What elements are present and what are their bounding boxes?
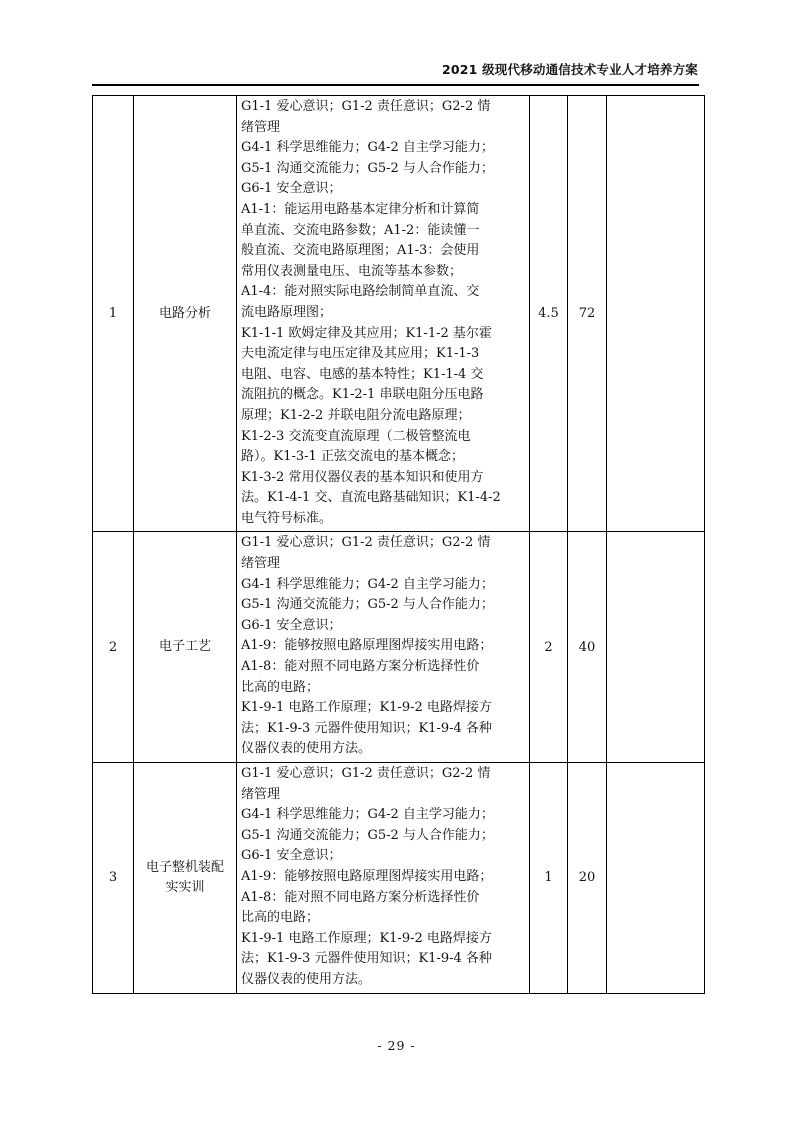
objective-line: G5-1 沟通交流能力；G5-2 与人合作能力； — [241, 597, 494, 613]
objective-line: A1-4：能对照实际电路绘制简单直流、交 — [241, 284, 480, 300]
objective-line: K1-9-1 电路工作原理；K1-9-2 电路焊接方 — [241, 700, 492, 716]
objective-line: 比高的电路； — [241, 679, 320, 695]
objective-line: 单直流、交流电路参数；A1-2：能读懂一 — [241, 222, 480, 238]
course-name-line: 电子整机装配 — [145, 859, 224, 875]
row-index: 3 — [93, 763, 134, 994]
objective-line: 流电路原理图； — [241, 304, 333, 320]
table-row — [93, 763, 705, 994]
objective-line: 流阻抗的概念。K1-2-1 串联电阻分压电路 — [241, 387, 484, 403]
objective-line: 常用仪表测量电压、电流等基本参数； — [241, 263, 463, 279]
objective-line: K1-9-1 电路工作原理；K1-9-2 电路焊接方 — [241, 930, 492, 946]
objective-line: 法；K1-9-3 元器件使用知识；K1-9-4 各种 — [241, 720, 492, 736]
row-index: 2 — [93, 532, 134, 763]
course-objectives-cell — [237, 532, 530, 763]
objective-line: G5-1 沟通交流能力；G5-2 与人合作能力； — [241, 827, 494, 843]
objective-line: G1-1 爱心意识；G1-2 责任意识；G2-2 情 — [241, 766, 491, 781]
row-index: 1 — [93, 96, 134, 532]
objective-line: G4-1 科学思维能力；G4-2 自主学习能力； — [241, 140, 494, 156]
objective-line: 电气符号标准。 — [241, 510, 333, 526]
objective-line: 路）。K1-3-1 正弦交流电的基本概念； — [241, 449, 464, 465]
objective-line: A1-8：能对照不同电路方案分析选择性价 — [241, 659, 480, 675]
header-title: 2021 级现代移动通信技术专业人才培养方案 — [441, 62, 698, 77]
objective-line: A1-8：能对照不同电路方案分析选择性价 — [241, 889, 480, 905]
objective-line: G4-1 科学思维能力；G4-2 自主学习能力； — [241, 807, 494, 823]
remark-cell — [607, 532, 705, 763]
objective-line: 绪管理 — [241, 556, 281, 572]
course-table — [92, 95, 705, 994]
objective-line: A1-9：能够按照电路原理图焊接实用电路； — [241, 638, 493, 654]
hours-cell: 72 — [568, 96, 607, 532]
objective-line: G1-1 爱心意识；G1-2 责任意识；G2-2 情 — [241, 535, 491, 551]
credits-cell: 2 — [530, 532, 568, 763]
objective-line: 仪器仪表的使用方法。 — [241, 741, 372, 757]
objective-line: G6-1 安全意识； — [241, 617, 342, 633]
credits-cell: 1 — [530, 763, 568, 994]
credits-cell: 4.5 — [530, 96, 568, 532]
objective-line: G4-1 科学思维能力；G4-2 自主学习能力； — [241, 576, 494, 592]
hours-cell: 20 — [568, 763, 607, 994]
objective-line: 夫电流定律与电压定律及其应用；K1-1-3 — [241, 346, 480, 362]
table-row — [93, 532, 705, 763]
objective-line: 法。K1-4-1 交、直流电路基础知识；K1-4-2 — [241, 490, 501, 506]
objective-line: 绪管理 — [241, 786, 281, 802]
objective-line: K1-1-1 欧姆定律及其应用；K1-1-2 基尔霍 — [241, 325, 492, 341]
objective-line: 比高的电路； — [241, 910, 320, 926]
course-name: 电子工艺 — [158, 639, 211, 655]
course-objectives-cell — [237, 96, 530, 532]
hours-cell: 40 — [568, 532, 607, 763]
objective-line: G5-1 沟通交流能力；G5-2 与人合作能力； — [241, 160, 494, 176]
table-row — [93, 96, 705, 532]
objective-line: 仪器仪表的使用方法。 — [241, 971, 372, 987]
objective-line: 原理；K1-2-2 并联电阻分流电路原理； — [241, 407, 471, 423]
objective-line: K1-3-2 常用仪器仪表的基本知识和使用方 — [241, 469, 484, 485]
objective-line: K1-2-3 交流变直流原理（二极管整流电 — [241, 428, 471, 444]
objective-line: G6-1 安全意识； — [241, 181, 342, 197]
course-name-cell — [134, 96, 237, 532]
course-name: 电路分析 — [158, 305, 211, 321]
course-name-cell — [134, 763, 237, 994]
objective-line: A1-1：能运用电路基本定律分析和计算简 — [241, 201, 480, 217]
course-name-line: 实实训 — [165, 879, 205, 895]
course-objectives-cell — [237, 763, 530, 994]
document-header — [95, 58, 698, 82]
page-number: - 29 - — [377, 1038, 416, 1053]
objective-line: G6-1 安全意识； — [241, 848, 342, 864]
objective-line: 般直流、交流电路原理图；A1-3：会使用 — [241, 243, 480, 259]
objective-line: 电阻、电容、电感的基本特性；K1-1-4 交 — [241, 366, 484, 382]
course-name-cell — [134, 532, 237, 763]
remark-cell — [607, 96, 705, 532]
objective-line: 绪管理 — [241, 119, 281, 135]
objective-line: G1-1 爱心意识；G1-2 责任意识；G2-2 情 — [241, 99, 491, 114]
remark-cell — [607, 763, 705, 994]
page-footer — [0, 1038, 793, 1053]
header-divider — [92, 84, 699, 86]
objective-line: 法；K1-9-3 元器件使用知识；K1-9-4 各种 — [241, 951, 492, 967]
objective-line: A1-9：能够按照电路原理图焊接实用电路； — [241, 868, 493, 884]
